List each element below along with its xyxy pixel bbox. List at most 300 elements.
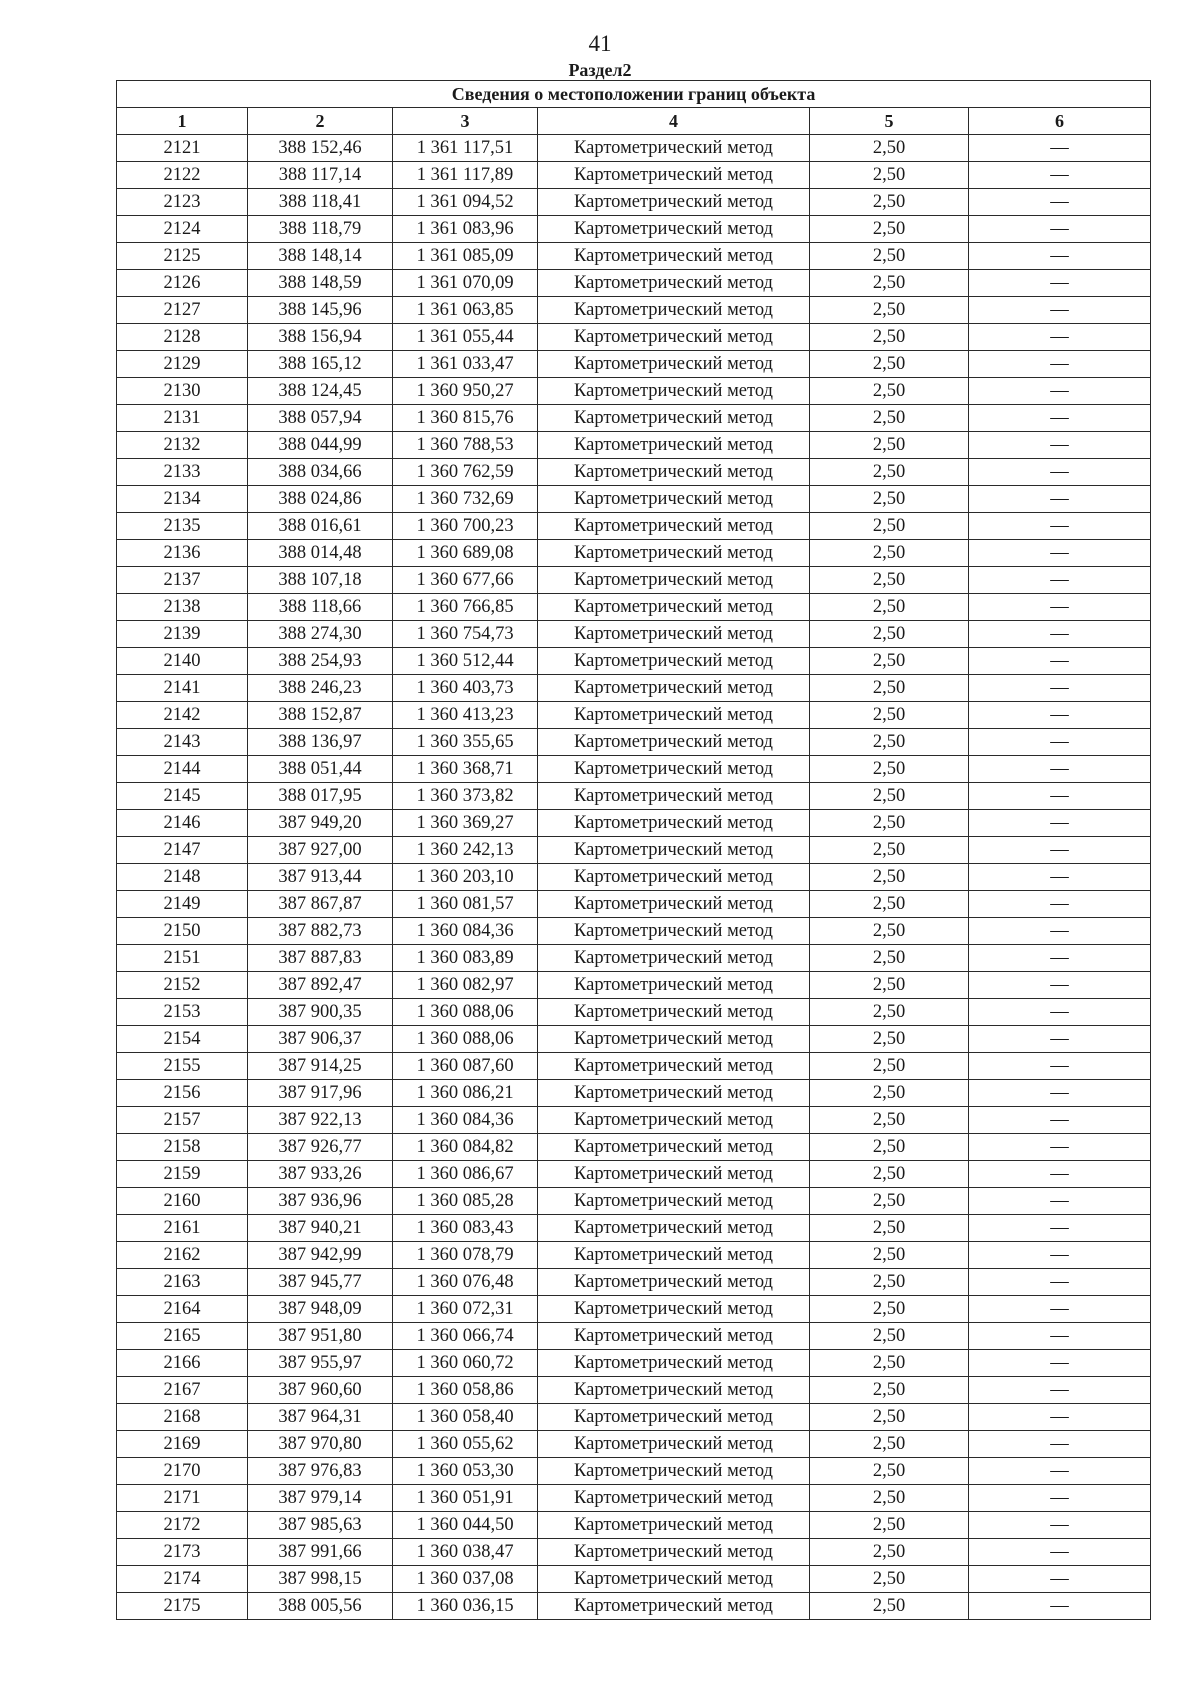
note-cell: — [969,648,1151,675]
table-row [117,972,1151,999]
accuracy-cell: 2,50 [810,1296,969,1323]
method-cell: Картометрический метод [538,1161,810,1188]
table-row [117,351,1151,378]
y-coordinate-cell: 1 360 950,27 [393,378,538,405]
accuracy-cell: 2,50 [810,1593,969,1620]
method-cell: Картометрический метод [538,513,810,540]
note-cell: — [969,189,1151,216]
y-coordinate-cell: 1 360 058,86 [393,1377,538,1404]
method-cell: Картометрический метод [538,540,810,567]
method-cell: Картометрический метод [538,405,810,432]
point-number-cell: 2160 [117,1188,248,1215]
accuracy-cell: 2,50 [810,1377,969,1404]
y-coordinate-cell: 1 361 083,96 [393,216,538,243]
note-cell: — [969,594,1151,621]
note-cell: — [969,135,1151,162]
y-coordinate-cell: 1 360 084,36 [393,918,538,945]
y-coordinate-cell: 1 360 788,53 [393,432,538,459]
y-coordinate-cell: 1 360 084,82 [393,1134,538,1161]
note-cell: — [969,1080,1151,1107]
table-row [117,1458,1151,1485]
table-row [117,648,1151,675]
note-cell: — [969,837,1151,864]
y-coordinate-cell: 1 360 512,44 [393,648,538,675]
accuracy-cell: 2,50 [810,567,969,594]
table-row [117,513,1151,540]
accuracy-cell: 2,50 [810,459,969,486]
note-cell: — [969,702,1151,729]
method-cell: Картометрический метод [538,432,810,459]
table-row [117,945,1151,972]
point-number-cell: 2155 [117,1053,248,1080]
note-cell: — [969,1431,1151,1458]
y-coordinate-cell: 1 360 038,47 [393,1539,538,1566]
point-number-cell: 2169 [117,1431,248,1458]
point-number-cell: 2128 [117,324,248,351]
x-coordinate-cell: 388 246,23 [248,675,393,702]
x-coordinate-cell: 388 145,96 [248,297,393,324]
accuracy-cell: 2,50 [810,972,969,999]
x-coordinate-cell: 387 955,97 [248,1350,393,1377]
note-cell: — [969,1377,1151,1404]
x-coordinate-cell: 388 156,94 [248,324,393,351]
point-number-cell: 2147 [117,837,248,864]
method-cell: Картометрический метод [538,972,810,999]
accuracy-cell: 2,50 [810,1566,969,1593]
point-number-cell: 2133 [117,459,248,486]
table-row [117,243,1151,270]
method-cell: Картометрический метод [538,135,810,162]
table-row [117,1242,1151,1269]
note-cell: — [969,1269,1151,1296]
point-number-cell: 2145 [117,783,248,810]
note-cell: — [969,1593,1151,1620]
y-coordinate-cell: 1 360 058,40 [393,1404,538,1431]
method-cell: Картометрический метод [538,189,810,216]
method-cell: Картометрический метод [538,351,810,378]
point-number-cell: 2122 [117,162,248,189]
accuracy-cell: 2,50 [810,1215,969,1242]
y-coordinate-cell: 1 360 403,73 [393,675,538,702]
table-title: Сведения о местоположении границ объекта [117,81,1151,108]
y-coordinate-cell: 1 360 082,97 [393,972,538,999]
accuracy-cell: 2,50 [810,1134,969,1161]
column-header: 5 [810,108,969,135]
method-cell: Картометрический метод [538,1404,810,1431]
column-header: 3 [393,108,538,135]
y-coordinate-cell: 1 360 076,48 [393,1269,538,1296]
method-cell: Картометрический метод [538,297,810,324]
x-coordinate-cell: 388 274,30 [248,621,393,648]
note-cell: — [969,1404,1151,1431]
x-coordinate-cell: 387 882,73 [248,918,393,945]
method-cell: Картометрический метод [538,648,810,675]
x-coordinate-cell: 388 124,45 [248,378,393,405]
x-coordinate-cell: 387 945,77 [248,1269,393,1296]
point-number-cell: 2124 [117,216,248,243]
column-header: 2 [248,108,393,135]
point-number-cell: 2168 [117,1404,248,1431]
accuracy-cell: 2,50 [810,216,969,243]
note-cell: — [969,1512,1151,1539]
table-row [117,1269,1151,1296]
point-number-cell: 2163 [117,1269,248,1296]
accuracy-cell: 2,50 [810,540,969,567]
table-row [117,1080,1151,1107]
note-cell: — [969,891,1151,918]
note-cell: — [969,297,1151,324]
note-cell: — [969,783,1151,810]
point-number-cell: 2126 [117,270,248,297]
x-coordinate-cell: 387 998,15 [248,1566,393,1593]
method-cell: Картометрический метод [538,1080,810,1107]
x-coordinate-cell: 387 976,83 [248,1458,393,1485]
accuracy-cell: 2,50 [810,135,969,162]
table-row [117,1593,1151,1620]
table-row [117,1485,1151,1512]
method-cell: Картометрический метод [538,1296,810,1323]
point-number-cell: 2167 [117,1377,248,1404]
x-coordinate-cell: 388 118,41 [248,189,393,216]
y-coordinate-cell: 1 360 766,85 [393,594,538,621]
y-coordinate-cell: 1 360 066,74 [393,1323,538,1350]
y-coordinate-cell: 1 360 373,82 [393,783,538,810]
x-coordinate-cell: 388 051,44 [248,756,393,783]
y-coordinate-cell: 1 360 036,15 [393,1593,538,1620]
x-coordinate-cell: 387 960,60 [248,1377,393,1404]
table-row [117,297,1151,324]
point-number-cell: 2143 [117,729,248,756]
accuracy-cell: 2,50 [810,1404,969,1431]
y-coordinate-cell: 1 360 083,89 [393,945,538,972]
accuracy-cell: 2,50 [810,702,969,729]
table-row [117,378,1151,405]
note-cell: — [969,513,1151,540]
accuracy-cell: 2,50 [810,297,969,324]
method-cell: Картометрический метод [538,216,810,243]
y-coordinate-cell: 1 360 085,28 [393,1188,538,1215]
note-cell: — [969,1539,1151,1566]
y-coordinate-cell: 1 360 055,62 [393,1431,538,1458]
x-coordinate-cell: 388 016,61 [248,513,393,540]
accuracy-cell: 2,50 [810,783,969,810]
table-row [117,135,1151,162]
x-coordinate-cell: 388 057,94 [248,405,393,432]
method-cell: Картометрический метод [538,1377,810,1404]
method-cell: Картометрический метод [538,378,810,405]
table-row [117,837,1151,864]
point-number-cell: 2121 [117,135,248,162]
table-row [117,1296,1151,1323]
accuracy-cell: 2,50 [810,405,969,432]
method-cell: Картометрический метод [538,1053,810,1080]
note-cell: — [969,459,1151,486]
method-cell: Картометрический метод [538,1107,810,1134]
note-cell: — [969,1161,1151,1188]
note-cell: — [969,351,1151,378]
point-number-cell: 2140 [117,648,248,675]
y-coordinate-cell: 1 360 078,79 [393,1242,538,1269]
method-cell: Картометрический метод [538,243,810,270]
table-row [117,1053,1151,1080]
note-cell: — [969,324,1151,351]
accuracy-cell: 2,50 [810,837,969,864]
table-title-row [117,81,1151,108]
table-row [117,1512,1151,1539]
note-cell: — [969,486,1151,513]
table-row [117,324,1151,351]
accuracy-cell: 2,50 [810,918,969,945]
table-row [117,540,1151,567]
point-number-cell: 2150 [117,918,248,945]
column-header: 4 [538,108,810,135]
y-coordinate-cell: 1 360 762,59 [393,459,538,486]
point-number-cell: 2171 [117,1485,248,1512]
x-coordinate-cell: 388 117,14 [248,162,393,189]
note-cell: — [969,1296,1151,1323]
method-cell: Картометрический метод [538,1269,810,1296]
table-row [117,702,1151,729]
x-coordinate-cell: 387 964,31 [248,1404,393,1431]
y-coordinate-cell: 1 360 368,71 [393,756,538,783]
x-coordinate-cell: 387 887,83 [248,945,393,972]
column-number-row [117,108,1151,135]
method-cell: Картометрический метод [538,1242,810,1269]
point-number-cell: 2135 [117,513,248,540]
x-coordinate-cell: 388 254,93 [248,648,393,675]
note-cell: — [969,945,1151,972]
x-coordinate-cell: 387 917,96 [248,1080,393,1107]
table-row [117,1377,1151,1404]
note-cell: — [969,1566,1151,1593]
accuracy-cell: 2,50 [810,1323,969,1350]
method-cell: Картометрический метод [538,729,810,756]
point-number-cell: 2159 [117,1161,248,1188]
point-number-cell: 2161 [117,1215,248,1242]
accuracy-cell: 2,50 [810,810,969,837]
note-cell: — [969,1188,1151,1215]
y-coordinate-cell: 1 360 051,91 [393,1485,538,1512]
accuracy-cell: 2,50 [810,1242,969,1269]
table-row [117,756,1151,783]
y-coordinate-cell: 1 360 689,08 [393,540,538,567]
y-coordinate-cell: 1 360 088,06 [393,999,538,1026]
point-number-cell: 2125 [117,243,248,270]
table-row [117,1026,1151,1053]
y-coordinate-cell: 1 361 117,51 [393,135,538,162]
point-number-cell: 2162 [117,1242,248,1269]
accuracy-cell: 2,50 [810,243,969,270]
method-cell: Картометрический метод [538,1215,810,1242]
accuracy-cell: 2,50 [810,621,969,648]
method-cell: Картометрический метод [538,459,810,486]
note-cell: — [969,1485,1151,1512]
accuracy-cell: 2,50 [810,162,969,189]
method-cell: Картометрический метод [538,324,810,351]
x-coordinate-cell: 387 949,20 [248,810,393,837]
table-row [117,270,1151,297]
point-number-cell: 2175 [117,1593,248,1620]
x-coordinate-cell: 388 152,46 [248,135,393,162]
y-coordinate-cell: 1 360 083,43 [393,1215,538,1242]
note-cell: — [969,405,1151,432]
y-coordinate-cell: 1 360 369,27 [393,810,538,837]
x-coordinate-cell: 388 014,48 [248,540,393,567]
x-coordinate-cell: 387 914,25 [248,1053,393,1080]
table-row [117,1350,1151,1377]
note-cell: — [969,1350,1151,1377]
note-cell: — [969,1026,1151,1053]
y-coordinate-cell: 1 360 732,69 [393,486,538,513]
accuracy-cell: 2,50 [810,351,969,378]
x-coordinate-cell: 387 948,09 [248,1296,393,1323]
accuracy-cell: 2,50 [810,594,969,621]
method-cell: Картометрический метод [538,1566,810,1593]
method-cell: Картометрический метод [538,837,810,864]
y-coordinate-cell: 1 360 086,67 [393,1161,538,1188]
table-row [117,1161,1151,1188]
method-cell: Картометрический метод [538,1188,810,1215]
note-cell: — [969,621,1151,648]
method-cell: Картометрический метод [538,1350,810,1377]
note-cell: — [969,729,1151,756]
section-label: Раздел2 [568,60,632,80]
y-coordinate-cell: 1 361 094,52 [393,189,538,216]
point-number-cell: 2152 [117,972,248,999]
point-number-cell: 2154 [117,1026,248,1053]
note-cell: — [969,810,1151,837]
accuracy-cell: 2,50 [810,1161,969,1188]
accuracy-cell: 2,50 [810,648,969,675]
method-cell: Картометрический метод [538,675,810,702]
table-row [117,675,1151,702]
method-cell: Картометрический метод [538,567,810,594]
method-cell: Картометрический метод [538,270,810,297]
y-coordinate-cell: 1 360 355,65 [393,729,538,756]
point-number-cell: 2164 [117,1296,248,1323]
y-coordinate-cell: 1 361 070,09 [393,270,538,297]
point-number-cell: 2127 [117,297,248,324]
x-coordinate-cell: 387 991,66 [248,1539,393,1566]
note-cell: — [969,378,1151,405]
method-cell: Картометрический метод [538,621,810,648]
method-cell: Картометрический метод [538,810,810,837]
column-header: 6 [969,108,1151,135]
y-coordinate-cell: 1 360 815,76 [393,405,538,432]
x-coordinate-cell: 387 892,47 [248,972,393,999]
method-cell: Картометрический метод [538,1431,810,1458]
table-row [117,162,1151,189]
accuracy-cell: 2,50 [810,729,969,756]
note-cell: — [969,1107,1151,1134]
method-cell: Картометрический метод [538,999,810,1026]
method-cell: Картометрический метод [538,1458,810,1485]
accuracy-cell: 2,50 [810,1053,969,1080]
y-coordinate-cell: 1 360 413,23 [393,702,538,729]
table-row [117,567,1151,594]
point-number-cell: 2136 [117,540,248,567]
note-cell: — [969,1134,1151,1161]
x-coordinate-cell: 387 906,37 [248,1026,393,1053]
y-coordinate-cell: 1 361 117,89 [393,162,538,189]
x-coordinate-cell: 388 165,12 [248,351,393,378]
y-coordinate-cell: 1 360 088,06 [393,1026,538,1053]
table-row [117,864,1151,891]
point-number-cell: 2146 [117,810,248,837]
note-cell: — [969,918,1151,945]
note-cell: — [969,162,1151,189]
accuracy-cell: 2,50 [810,1188,969,1215]
accuracy-cell: 2,50 [810,270,969,297]
accuracy-cell: 2,50 [810,432,969,459]
point-number-cell: 2148 [117,864,248,891]
x-coordinate-cell: 387 936,96 [248,1188,393,1215]
table-row [117,1431,1151,1458]
table-row [117,918,1151,945]
method-cell: Картометрический метод [538,783,810,810]
method-cell: Картометрический метод [538,1134,810,1161]
note-cell: — [969,540,1151,567]
boundary-table [116,80,1151,1620]
table-row [117,1107,1151,1134]
y-coordinate-cell: 1 360 677,66 [393,567,538,594]
method-cell: Картометрический метод [538,945,810,972]
x-coordinate-cell: 388 044,99 [248,432,393,459]
table-row [117,891,1151,918]
point-number-cell: 2123 [117,189,248,216]
accuracy-cell: 2,50 [810,756,969,783]
accuracy-cell: 2,50 [810,1269,969,1296]
method-cell: Картометрический метод [538,891,810,918]
note-cell: — [969,1458,1151,1485]
accuracy-cell: 2,50 [810,1539,969,1566]
x-coordinate-cell: 388 017,95 [248,783,393,810]
accuracy-cell: 2,50 [810,1485,969,1512]
x-coordinate-cell: 388 118,79 [248,216,393,243]
method-cell: Картометрический метод [538,1026,810,1053]
table-row [117,1404,1151,1431]
y-coordinate-cell: 1 360 700,23 [393,513,538,540]
table-row [117,810,1151,837]
point-number-cell: 2139 [117,621,248,648]
table-row [117,405,1151,432]
table-row [117,1566,1151,1593]
point-number-cell: 2165 [117,1323,248,1350]
point-number-cell: 2149 [117,891,248,918]
note-cell: — [969,675,1151,702]
y-coordinate-cell: 1 360 242,13 [393,837,538,864]
x-coordinate-cell: 388 107,18 [248,567,393,594]
point-number-cell: 2144 [117,756,248,783]
accuracy-cell: 2,50 [810,864,969,891]
x-coordinate-cell: 387 951,80 [248,1323,393,1350]
point-number-cell: 2129 [117,351,248,378]
note-cell: — [969,432,1151,459]
point-number-cell: 2131 [117,405,248,432]
method-cell: Картометрический метод [538,1512,810,1539]
x-coordinate-cell: 387 970,80 [248,1431,393,1458]
note-cell: — [969,864,1151,891]
table-row [117,999,1151,1026]
page-number: 41 [588,31,612,56]
x-coordinate-cell: 387 867,87 [248,891,393,918]
y-coordinate-cell: 1 361 055,44 [393,324,538,351]
point-number-cell: 2153 [117,999,248,1026]
y-coordinate-cell: 1 360 044,50 [393,1512,538,1539]
x-coordinate-cell: 388 136,97 [248,729,393,756]
y-coordinate-cell: 1 360 053,30 [393,1458,538,1485]
accuracy-cell: 2,50 [810,891,969,918]
